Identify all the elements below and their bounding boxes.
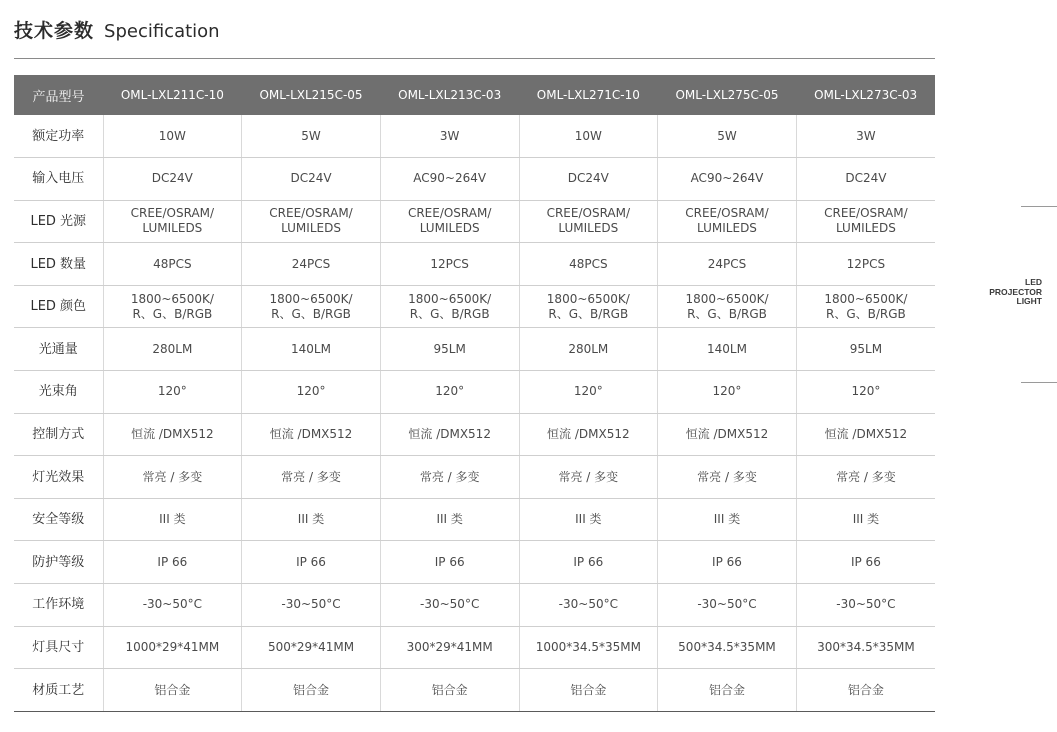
cell-text: 1800~6500K/ <box>824 291 908 306</box>
cell-text: 1800~6500K/ <box>269 291 353 306</box>
model-row <box>14 75 935 115</box>
table-cell <box>796 328 935 371</box>
table-cell <box>103 541 242 584</box>
cell-text: 12PCS <box>430 256 469 271</box>
cell-text: III 类 <box>852 512 880 527</box>
cell-text: CREE/OSRAM/ <box>269 206 353 221</box>
cell-text: LUMILEDS <box>281 221 341 236</box>
table-cell <box>380 498 519 541</box>
cell-text: 恒流 /DMX512 <box>685 426 769 441</box>
cell-text: 1000*29*41MM <box>125 639 220 654</box>
cell-text: 1000*34.5*35MM <box>535 639 641 654</box>
table-cell <box>103 115 242 158</box>
table-cell <box>103 285 242 328</box>
table-cell <box>796 413 935 456</box>
table-cell <box>380 626 519 669</box>
table-cell <box>242 158 381 201</box>
table-row <box>14 328 935 371</box>
cell-text: 铝合金 <box>431 682 468 697</box>
cell-text: 1800~6500K/ <box>546 291 630 306</box>
cell-text: 3W <box>439 128 460 143</box>
table-cell <box>519 541 658 584</box>
table-row <box>14 115 935 158</box>
table-cell <box>103 243 242 286</box>
cell-text: CREE/OSRAM/ <box>824 206 908 221</box>
row-label: 工作环境 <box>14 584 103 627</box>
cell-text: IP 66 <box>157 554 188 569</box>
cell-text: R、G、B/RGB <box>548 306 629 321</box>
cell-text: DC24V <box>151 171 193 186</box>
table-cell <box>103 626 242 669</box>
cell-text: 恒流 /DMX512 <box>547 426 630 441</box>
table-cell <box>796 115 935 158</box>
cell-text: DC24V <box>567 171 609 186</box>
table-cell <box>103 669 242 712</box>
cell-text: 常亮 / 多变 <box>558 469 619 484</box>
model-header: OML-LXL271C-10 <box>536 88 640 102</box>
cell-text: -30~50°C <box>697 597 757 612</box>
side-category-label <box>989 278 1042 307</box>
cell-text: 120° <box>573 384 603 399</box>
table-cell <box>519 200 658 243</box>
cell-text: 500*29*41MM <box>267 639 355 654</box>
cell-text: 120° <box>435 384 465 399</box>
table-cell <box>796 200 935 243</box>
table-cell <box>658 669 797 712</box>
table-cell <box>796 626 935 669</box>
cell-text: -30~50°C <box>420 597 480 612</box>
table-cell <box>103 456 242 499</box>
title-english: Specification <box>104 21 220 42</box>
table-cell <box>796 541 935 584</box>
table-cell <box>519 584 658 627</box>
table-cell <box>796 584 935 627</box>
cell-text: LUMILEDS <box>558 221 619 236</box>
cell-text: R、G、B/RGB <box>271 306 351 321</box>
side-label-line: LED <box>1025 277 1042 287</box>
cell-text: 1800~6500K/ <box>408 291 492 306</box>
table-cell <box>242 115 381 158</box>
table-cell <box>380 243 519 286</box>
cell-text: -30~50°C <box>558 597 618 612</box>
title-divider <box>14 58 935 59</box>
cell-text: -30~50°C <box>281 597 341 612</box>
table-row <box>14 200 935 243</box>
spec-table <box>14 75 935 712</box>
model-header: OML-LXL275C-05 <box>675 88 779 102</box>
table-row <box>14 243 935 286</box>
model-header-label: 产品型号 <box>32 89 85 105</box>
cell-text: 24PCS <box>291 256 331 271</box>
cell-text: 5W <box>717 128 737 143</box>
table-cell <box>242 498 381 541</box>
table-cell <box>658 626 797 669</box>
cell-text: 120° <box>712 384 742 399</box>
row-label: 材质工艺 <box>14 669 103 712</box>
cell-text: 10W <box>158 128 186 143</box>
cell-text: 10W <box>574 128 602 143</box>
table-cell <box>796 371 935 414</box>
spec-table-body <box>14 115 935 711</box>
table-cell <box>242 626 381 669</box>
cell-text: 恒流 /DMX512 <box>408 426 491 441</box>
table-cell <box>658 498 797 541</box>
cell-text: CREE/OSRAM/ <box>546 206 631 221</box>
table-cell <box>658 285 797 328</box>
model-header: OML-LXL213C-03 <box>398 88 502 102</box>
table-cell <box>242 456 381 499</box>
table-cell <box>658 115 797 158</box>
cell-text: R、G、B/RGB <box>687 306 767 321</box>
table-row <box>14 626 935 669</box>
cell-text: III 类 <box>713 512 741 527</box>
table-cell <box>380 285 519 328</box>
cell-text: 24PCS <box>707 256 747 271</box>
cell-text: 常亮 / 多变 <box>836 469 896 484</box>
table-cell <box>380 669 519 712</box>
cell-text: III 类 <box>159 512 186 527</box>
table-cell <box>380 413 519 456</box>
cell-text: CREE/OSRAM/ <box>407 206 492 221</box>
cell-text: 300*34.5*35MM <box>817 639 915 654</box>
row-label: 防护等级 <box>14 541 103 584</box>
row-label: 光束角 <box>14 371 103 414</box>
cell-text: 恒流 /DMX512 <box>824 426 908 441</box>
page-title <box>14 16 220 43</box>
cell-text: III 类 <box>297 512 325 527</box>
table-cell <box>519 669 658 712</box>
row-label: 额定功率 <box>14 115 103 158</box>
cell-text: R、G、B/RGB <box>409 306 490 321</box>
table-cell <box>103 413 242 456</box>
cell-text: 常亮 / 多变 <box>697 469 757 484</box>
cell-text: 常亮 / 多变 <box>281 469 341 484</box>
table-cell <box>519 115 658 158</box>
cell-text: LUMILEDS <box>142 221 203 236</box>
table-cell <box>658 371 797 414</box>
model-header: OML-LXL215C-05 <box>259 88 363 102</box>
table-cell <box>242 413 381 456</box>
table-cell <box>242 285 381 328</box>
cell-text: R、G、B/RGB <box>132 306 213 321</box>
row-label: LED 光源 <box>14 200 103 243</box>
table-cell <box>658 584 797 627</box>
cell-text: IP 66 <box>850 554 881 569</box>
table-cell <box>242 541 381 584</box>
table-cell <box>242 200 381 243</box>
table-row <box>14 669 935 712</box>
table-row <box>14 584 935 627</box>
table-cell <box>658 243 797 286</box>
table-cell <box>380 115 519 158</box>
table-cell <box>103 328 242 371</box>
cell-text: 铝合金 <box>708 682 745 697</box>
cell-text: DC24V <box>845 171 887 186</box>
table-cell <box>796 158 935 201</box>
table-cell <box>103 158 242 201</box>
table-cell <box>796 498 935 541</box>
cell-text: LUMILEDS <box>419 221 480 236</box>
side-label-line: LIGHT <box>1016 296 1042 306</box>
cell-text: 恒流 /DMX512 <box>269 426 353 441</box>
cell-text: 500*34.5*35MM <box>678 639 776 654</box>
cell-text: 恒流 /DMX512 <box>131 426 214 441</box>
table-cell <box>519 328 658 371</box>
table-cell <box>796 243 935 286</box>
table-cell <box>380 200 519 243</box>
table-cell <box>242 669 381 712</box>
table-cell <box>380 328 519 371</box>
table-cell <box>519 158 658 201</box>
cell-text: 1800~6500K/ <box>685 291 769 306</box>
table-cell <box>103 200 242 243</box>
cell-text: 铝合金 <box>154 682 191 697</box>
cell-text: 280LM <box>152 341 193 356</box>
table-cell <box>380 584 519 627</box>
table-cell <box>242 243 381 286</box>
cell-text: 120° <box>157 384 187 399</box>
table-row <box>14 456 935 499</box>
cell-text: 5W <box>301 128 321 143</box>
table-cell <box>519 626 658 669</box>
table-cell <box>796 669 935 712</box>
cell-text: IP 66 <box>573 554 604 569</box>
table-row <box>14 158 935 201</box>
table-row <box>14 498 935 541</box>
row-label: 灯具尺寸 <box>14 626 103 669</box>
table-cell <box>519 413 658 456</box>
side-divider-top <box>1021 206 1057 207</box>
cell-text: LUMILEDS <box>835 221 896 236</box>
cell-text: 铝合金 <box>570 682 607 697</box>
cell-text: IP 66 <box>296 554 326 569</box>
table-cell <box>658 456 797 499</box>
table-cell <box>658 328 797 371</box>
row-label: 输入电压 <box>14 158 103 201</box>
cell-text: 95LM <box>849 341 883 356</box>
row-label: LED 颜色 <box>14 285 103 328</box>
cell-text: 140LM <box>707 341 747 356</box>
cell-text: 300*29*41MM <box>406 639 493 654</box>
cell-text: 48PCS <box>153 256 192 271</box>
cell-text: 120° <box>296 384 326 399</box>
table-cell <box>380 371 519 414</box>
row-label: 安全等级 <box>14 498 103 541</box>
side-divider-bottom <box>1021 382 1057 383</box>
table-cell <box>519 456 658 499</box>
table-cell <box>658 200 797 243</box>
table-cell <box>103 584 242 627</box>
cell-text: CREE/OSRAM/ <box>685 206 769 221</box>
table-row <box>14 413 935 456</box>
model-header: OML-LXL273C-03 <box>814 88 918 102</box>
cell-text: AC90~264V <box>413 171 487 186</box>
row-label: LED 数量 <box>14 243 103 286</box>
table-cell <box>242 371 381 414</box>
table-cell <box>796 456 935 499</box>
cell-text: 3W <box>856 128 876 143</box>
cell-text: 常亮 / 多变 <box>142 469 203 484</box>
cell-text: 280LM <box>568 341 609 356</box>
cell-text: -30~50°C <box>142 597 203 612</box>
table-row <box>14 541 935 584</box>
spec-table-header <box>14 75 935 115</box>
cell-text: 95LM <box>433 341 466 356</box>
table-cell <box>103 371 242 414</box>
table-cell <box>103 498 242 541</box>
cell-text: 1800~6500K/ <box>130 291 214 306</box>
cell-text: 140LM <box>291 341 331 356</box>
cell-text: 铝合金 <box>847 682 884 697</box>
table-cell <box>519 243 658 286</box>
table-cell <box>519 285 658 328</box>
table-cell <box>658 158 797 201</box>
table-cell <box>380 158 519 201</box>
cell-text: CREE/OSRAM/ <box>130 206 215 221</box>
cell-text: 铝合金 <box>293 682 330 697</box>
cell-text: IP 66 <box>434 554 465 569</box>
table-row <box>14 371 935 414</box>
cell-text: 120° <box>851 384 881 399</box>
cell-text: 常亮 / 多变 <box>419 469 480 484</box>
cell-text: DC24V <box>290 171 332 186</box>
model-header: OML-LXL211C-10 <box>120 88 224 102</box>
side-label-line: PROJECTOR <box>989 286 1042 297</box>
table-cell <box>519 371 658 414</box>
table-cell <box>242 328 381 371</box>
title-chinese: 技术参数 <box>14 20 95 42</box>
cell-text: -30~50°C <box>836 597 896 612</box>
cell-text: R、G、B/RGB <box>826 306 906 321</box>
table-cell <box>242 584 381 627</box>
table-cell <box>658 541 797 584</box>
cell-text: AC90~264V <box>690 171 764 186</box>
cell-text: 48PCS <box>569 256 608 271</box>
row-label: 灯光效果 <box>14 456 103 499</box>
cell-text: IP 66 <box>712 554 742 569</box>
cell-text: III 类 <box>575 512 602 527</box>
table-cell <box>796 285 935 328</box>
table-row <box>14 285 935 328</box>
row-label: 光通量 <box>14 328 103 371</box>
row-label: 控制方式 <box>14 413 103 456</box>
table-cell <box>380 456 519 499</box>
table-cell <box>380 541 519 584</box>
cell-text: LUMILEDS <box>697 221 757 236</box>
cell-text: 12PCS <box>846 256 886 271</box>
cell-text: III 类 <box>436 512 463 527</box>
table-cell <box>519 498 658 541</box>
table-cell <box>658 413 797 456</box>
